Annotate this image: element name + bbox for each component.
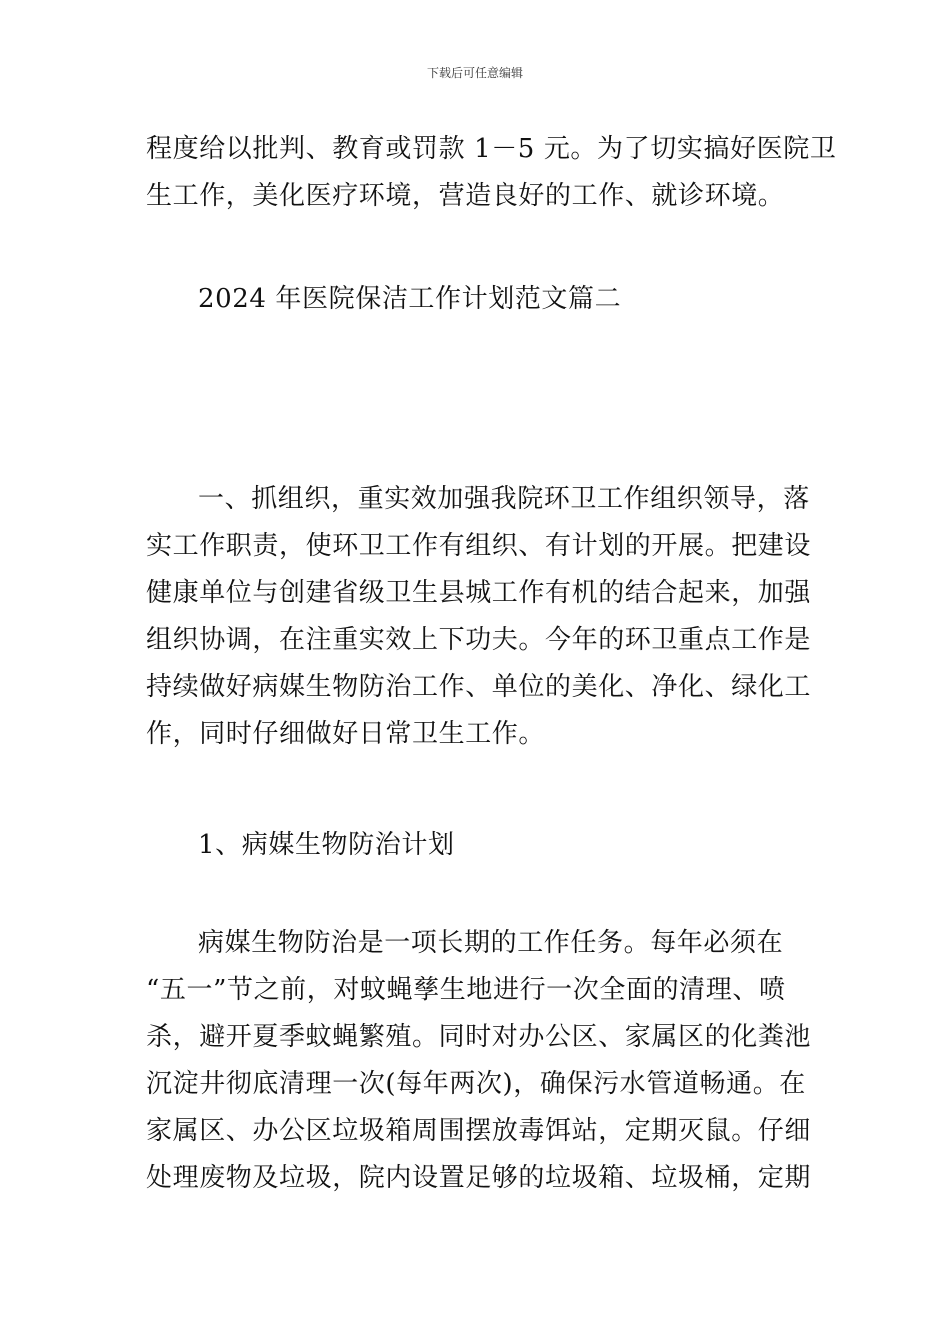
subheading-text: 1、病媒生物防治计划 [198,830,455,860]
paragraph-line: 杀，避开夏季蚊蝇繁殖。同时对办公区、家属区的化粪池 [146,1022,812,1052]
paragraph-line: 持续做好病媒生物防治工作、单位的美化、净化、绿化工 [146,672,812,702]
paragraph-2 [146,476,810,758]
paragraph-line: 处理废物及垃圾，院内设置足够的垃圾箱、垃圾桶，定期 [146,1163,812,1193]
paragraph-line: “五一”节之前，对蚊蝇孳生地进行一次全面的清理、喷 [146,975,786,1005]
paragraph-3 [146,920,810,1202]
section-title-text: 2024 年医院保洁工作计划范文篇二 [198,284,622,314]
paragraph-line: 一、抓组织，重实效加强我院环卫工作组织领导，落 [198,484,810,514]
paragraph-1 [146,126,837,220]
paragraph-line: 生工作，美化医疗环境，营造良好的工作、就诊环境。 [146,181,785,211]
paragraph-line: 作，同时仔细做好日常卫生工作。 [146,719,546,749]
paragraph-line: 病媒生物防治是一项长期的工作任务。每年必须在 [198,928,784,958]
section-title [146,276,810,323]
paragraph-line: 程度给以批判、教育或罚款 1－5 元。为了切实搞好医院卫 [146,134,837,164]
paragraph-line: 组织协调，在注重实效上下功夫。今年的环卫重点工作是 [146,625,812,655]
page-header-note: 下载后可任意编辑 [426,66,523,80]
paragraph-line: 家属区、办公区垃圾箱周围摆放毒饵站，定期灭鼠。仔细 [146,1116,812,1146]
paragraph-line: 沉淀井彻底清理一次(每年两次)，确保污水管道畅通。在 [146,1069,806,1099]
subheading [146,822,810,869]
paragraph-line: 健康单位与创建省级卫生县城工作有机的结合起来，加强 [146,578,812,608]
paragraph-line: 实工作职责，使环卫工作有组织、有计划的开展。把建设 [146,531,812,561]
